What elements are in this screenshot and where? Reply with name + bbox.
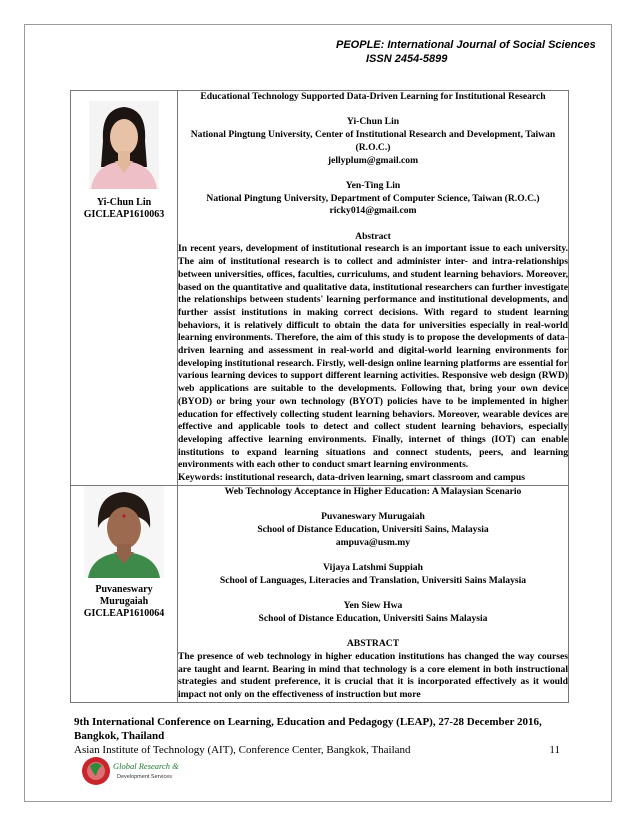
abstract-cell [178,91,569,486]
abstract-cell [178,485,569,702]
author-affiliation: National Pingtung University, Department of Computer Science, Taiwan (R.O.C.) [206,192,540,204]
author-email: ricky014@gmail.com [329,205,417,217]
author-email: jellyplum@gmail.com [327,154,419,166]
abstract-heading: ABSTRACT [346,638,400,650]
presenter-cell [71,91,178,486]
presenter-photo-1 [89,101,159,189]
page-footer [74,715,574,757]
page-number: 11 [549,744,560,756]
table-row [71,91,569,486]
author-email: ampuva@usm.my [335,536,411,548]
presenter-photo-2 [84,486,164,578]
journal-issn: ISSN 2454-5899 [366,53,448,65]
keywords: Keywords: institutional research, data-driven learning, smart classroom and campus [178,472,525,484]
author-affiliation: School of Distance Education, Universiti Sains, Malaysia [257,523,489,535]
paper-title: Educational Technology Supported Data-Driven Learning for Institutional Research [200,91,546,102]
abstract-text: The presence of web technology in higher education institutions has changed the way courses are taught and learnt. Bearing in mind that technology is a core element in both instructional strategies and student preference, it is crucial that it is incorporated effectively as it would impact not only on the effectiveness of instruction but more [178,650,568,700]
paper-title: Web Technology Acceptance in Higher Education: A Malaysian Scenario [224,485,522,497]
presenter-code: GICLEAP1610063 [83,209,165,220]
presenter-name-first: Puvaneswary [95,583,153,595]
presenter-cell [71,485,178,702]
gred-logo [80,754,179,788]
presenter-name: Yi-Chun Lin [96,197,152,208]
author-affiliation: School of Languages, Literacies and Translation, Universiti Sains Malaysia [219,574,527,586]
author-affiliation: School of Distance Education, Universiti Sains Malaysia [258,612,488,624]
presenter-code: GICLEAP1610064 [83,607,165,619]
abstract-heading: Abstract [355,230,391,242]
venue-line: Asian Institute of Technology (AIT), Conference Center, Bangkok, Thailand [74,744,411,756]
abstract-text: In recent years, development of institutional research is an important issue to each university. The aim of institutional research is to collect and administer inter- and intra-relationships between universities, offices, faculties, curriculums, and student learning behaviors. Moreover, based on the quantitative and qualitative data, institutional researchers can further investigate the relationships between students' learning performance and institutional developments, and further assist institutions in making correct decisions. With regard to student learning behaviors, it is relatively difficult to obtain the data for universities especially in real-world learning environments. Therefore, the aim of this study is to propose the developments of data-driven learning and assessment in real-world and digital-world learning environments for developing institutional research. Firstly, well-design online learning platforms are essential for various learning devices to support different learning activities. Responsive web design (RWD) web applications are suitable to the developments. Following that, bring your own device (BYOD) or bring your own technology (BYOT) policies have to be implemented in higher education for effectively collecting student learning behaviors. Moreover, wearable devices are effective and applicable tools to detect and collect student learning behaviors, especially developing affective learning environments. Finally, internet of things (IOT) can enable institutions to expand learning situations and connect students, peers, and learning environments with each other to conduct smart learning environments. [178,243,568,471]
author-affiliation: National Pingtung University, Center of Institutional Research and Development, Taiwan (R.O.C.) [190,129,556,153]
abstracts-table [70,90,569,703]
author-name: Yen-Ting Lin [345,179,401,191]
journal-title: PEOPLE: International Journal of Social Sciences [336,39,596,51]
author-name: Puvaneswary Murugaiah [321,511,425,523]
author-name: Vijaya Latshmi Suppiah [323,561,423,573]
author-name: Yen Siew Hwa [343,600,403,612]
logo-text-line1: Global Research & [113,761,179,771]
logo-text-line2: Development Services [117,774,173,780]
table-row [71,485,569,702]
conference-line: 9th International Conference on Learning, Education and Pedagogy (LEAP), 27-28 December 2016, Bangkok, Thailand [74,716,542,742]
author-name: Yi-Chun Lin [346,116,400,128]
presenter-name-last: Murugaiah [99,595,149,607]
